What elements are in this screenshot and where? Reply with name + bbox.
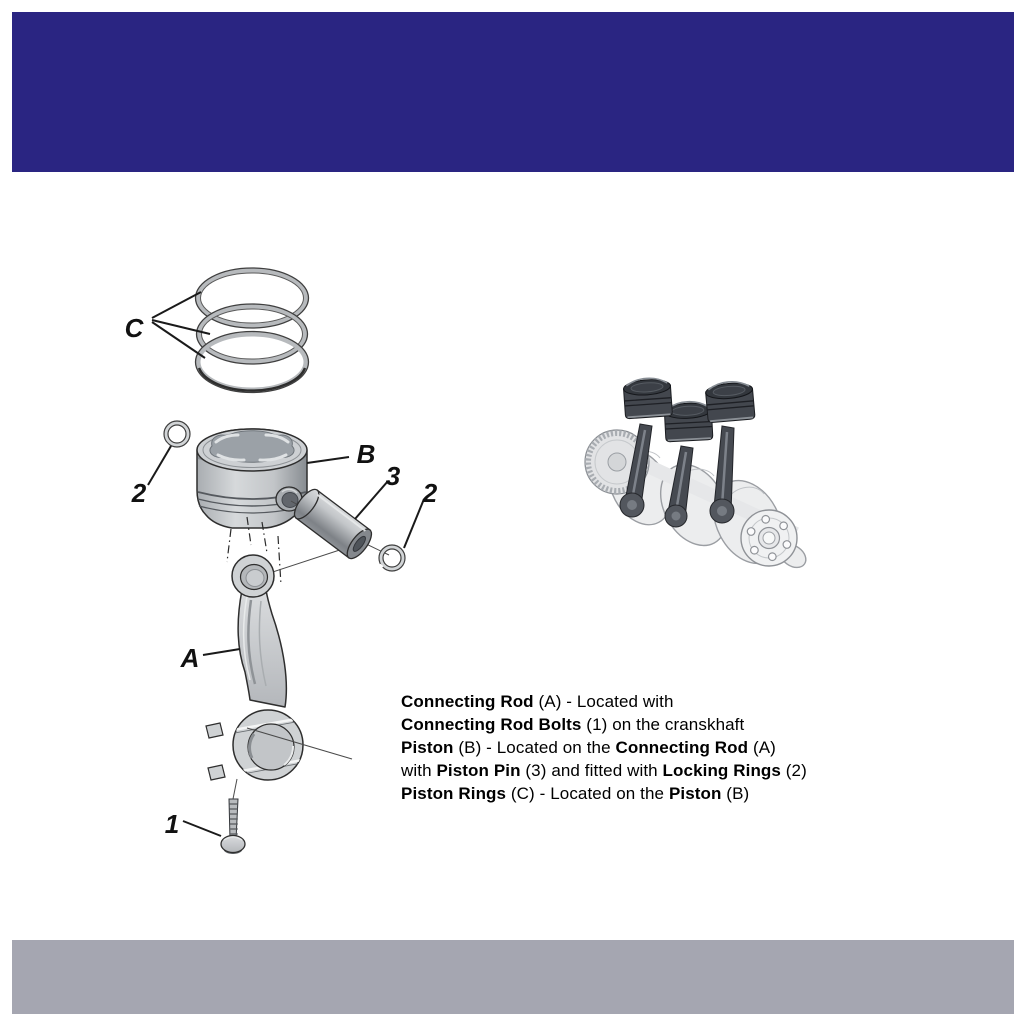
label-piston: B <box>356 439 376 469</box>
connecting-rod-illustration <box>206 555 352 780</box>
label-piston-rings: C <box>124 313 144 343</box>
caption-line: Piston Rings (C) - Located on the Piston (B) <box>401 784 750 803</box>
piston-illustration <box>197 429 307 528</box>
caption-line: Piston (B) - Located on the Connecting Rod (A) <box>401 738 776 757</box>
locking-ring-right-illustration <box>376 545 405 571</box>
piston-pin-leader-line <box>355 481 388 519</box>
caption-line: Connecting Rod Bolts (1) on the cranskhaft <box>401 715 745 734</box>
caption-line: with Piston Pin (3) and fitted with Locking Rings (2) <box>401 761 807 780</box>
crank-flange-illustration <box>741 510 797 566</box>
caption <box>401 690 807 805</box>
label-bolt: 1 <box>164 809 180 839</box>
label-connecting-rod: A <box>180 643 200 673</box>
piston-pin-illustration <box>290 486 376 563</box>
label-locking-ring-right: 2 <box>422 478 438 508</box>
label-locking-ring-left: 2 <box>131 478 147 508</box>
connecting-rod-leader-line <box>203 649 240 655</box>
label-piston-pin: 3 <box>385 461 401 491</box>
locking-ring-left-leader-line <box>148 446 171 485</box>
caption-line: Connecting Rod (A) - Located with <box>401 692 674 711</box>
crankshaft-assembly-illustration <box>585 377 810 576</box>
locking-ring-left-illustration <box>160 421 190 450</box>
piston-leader-line <box>307 457 349 463</box>
locking-ring-right-leader-line <box>404 499 424 548</box>
bolt-illustration <box>221 779 245 854</box>
piston-rings-illustration <box>196 268 309 393</box>
bolt-leader-line <box>183 821 221 836</box>
